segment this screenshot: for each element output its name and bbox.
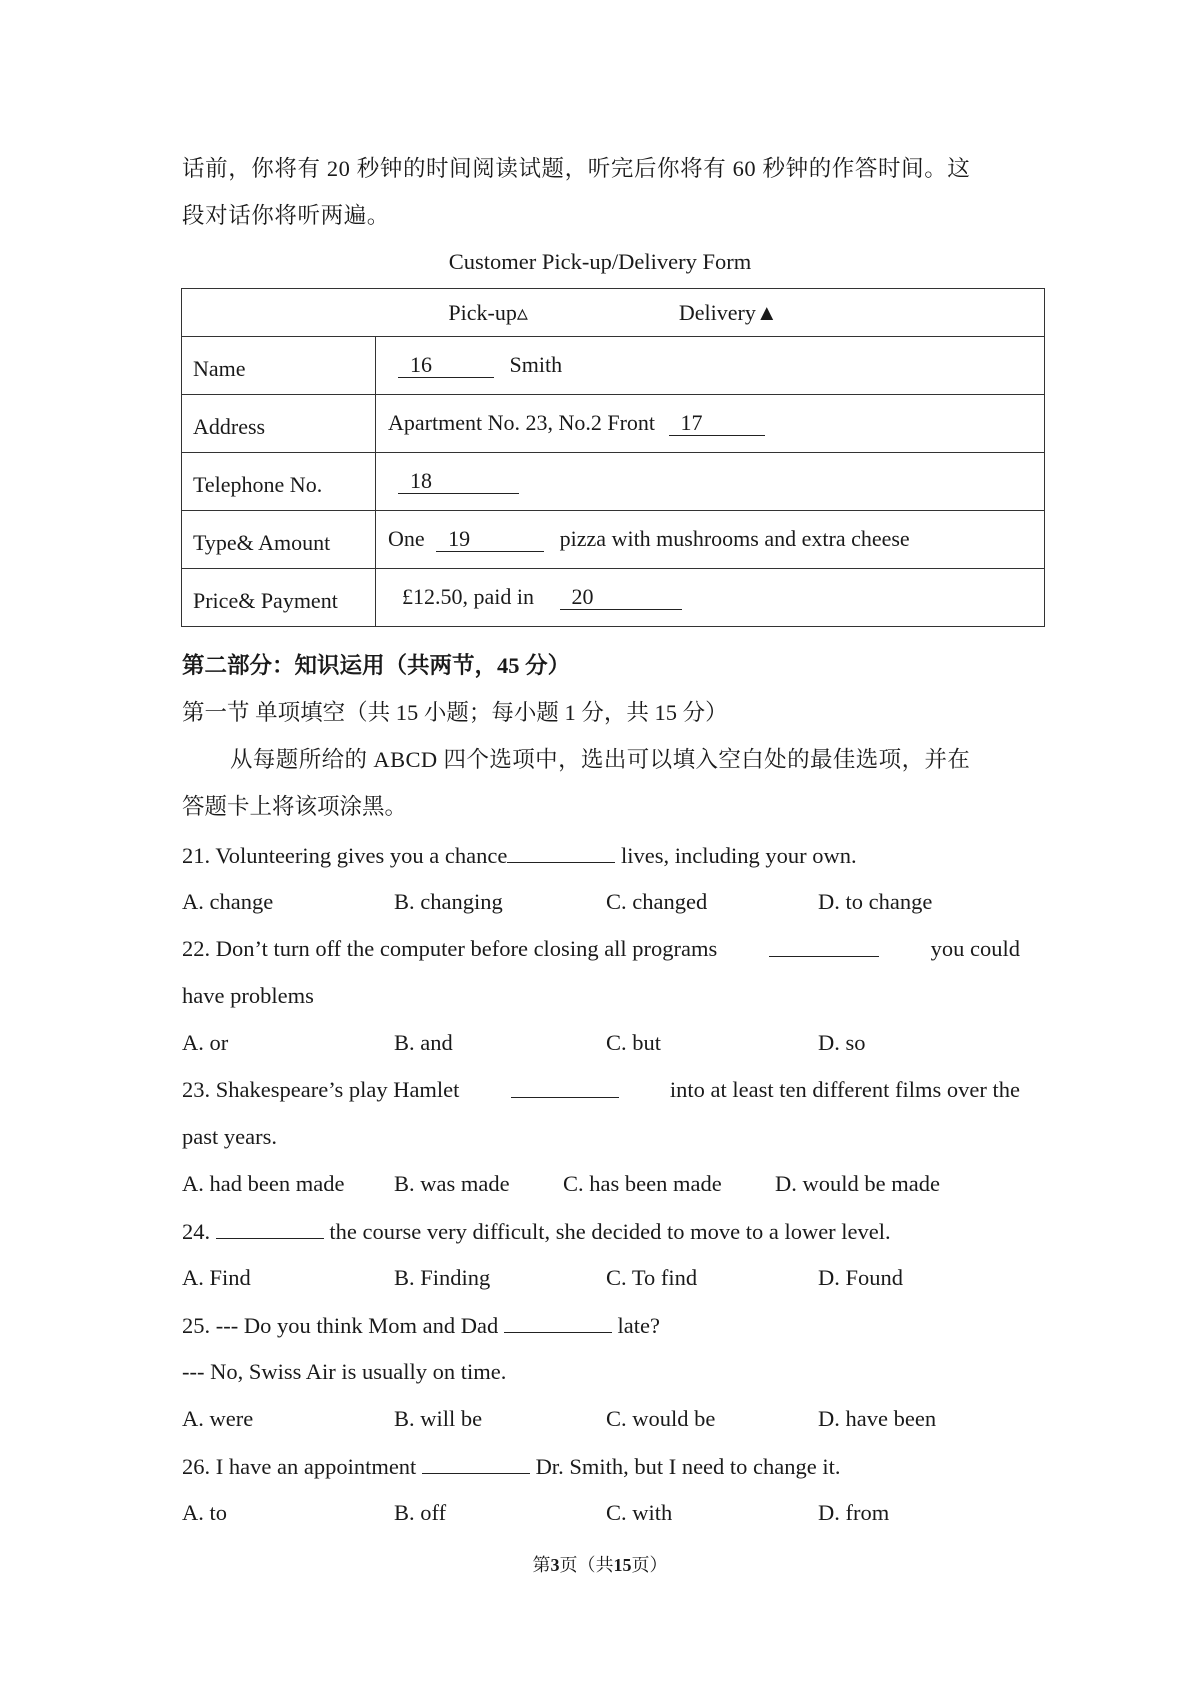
q26-option-d[interactable]: D. from [818, 1500, 890, 1525]
question-25-line-1: 25. --- Do you think Mom and Dad late? [182, 1313, 660, 1338]
answer-blank [511, 1079, 619, 1098]
delivery-triangle-icon: ▲ [755, 299, 778, 325]
row-value [376, 453, 1045, 511]
question-23-line-2: past years. [182, 1124, 277, 1149]
q26-option-b[interactable]: B. off [394, 1500, 447, 1525]
form-title: Customer Pick-up/Delivery Form [448, 249, 752, 274]
question-22-line-1: 22. Don’t turn off the computer before closing all programs you could [182, 936, 1020, 961]
q21-option-d[interactable]: D. to change [818, 889, 933, 914]
total-pages: 15 [613, 1555, 632, 1575]
pickup-triangle-icon: ▵ [516, 299, 528, 325]
answer-blank [422, 1455, 530, 1474]
answer-blank-16: 16 [398, 353, 494, 377]
value-pre-text: One [388, 526, 425, 552]
form-row-price-payment [182, 569, 1045, 627]
q21-option-a[interactable]: A. change [182, 889, 274, 914]
page-number: 3 [550, 1555, 560, 1575]
pickup-label: Pick-up [448, 299, 517, 325]
row-value [376, 337, 1045, 395]
question-25-line-2: --- No, Swiss Air is usually on time. [182, 1359, 507, 1384]
value-post-text: Smith [509, 352, 563, 378]
form-row-name [182, 337, 1045, 395]
section1-title: 第一节 单项填空（共 15 小题；每小题 1 分，共 15 分） [182, 700, 728, 725]
page-footer: 第3页（共15页） [532, 1555, 668, 1575]
row-label: Type& Amount [182, 511, 376, 569]
q24-option-d[interactable]: D. Found [818, 1265, 904, 1290]
answer-blank [504, 1314, 612, 1333]
row-label: Name [182, 337, 376, 395]
q22-option-c[interactable]: C. but [606, 1030, 662, 1055]
delivery-label: Delivery [678, 299, 756, 325]
form-header-row [182, 289, 1045, 337]
question-24: 24. the course very difficult, she decided to move to a lower level. [182, 1219, 891, 1244]
value-post-text: pizza with mushrooms and extra cheese [559, 526, 910, 552]
q25-option-a[interactable]: A. were [182, 1406, 254, 1431]
form-row-type-amount [182, 511, 1045, 569]
q23-option-c[interactable]: C. has been made [563, 1171, 722, 1196]
q22-option-a[interactable]: A. or [182, 1030, 229, 1055]
q25-option-c[interactable]: C. would be [606, 1406, 716, 1431]
row-value [376, 395, 1045, 453]
q22-option-d[interactable]: D. so [818, 1030, 866, 1055]
row-label: Telephone No. [182, 453, 376, 511]
answer-blank [507, 844, 615, 863]
pickup-option [448, 299, 528, 325]
part2-title: 第二部分：知识运用（共两节，45 分） [182, 653, 571, 678]
answer-blank-19: 19 [436, 527, 544, 551]
question-26: 26. I have an appointment Dr. Smith, but I need to change it. [182, 1454, 841, 1479]
q24-option-b[interactable]: B. Finding [394, 1265, 491, 1290]
instruction-line-1: 从每题所给的 ABCD 四个选项中，选出可以填入空白处的最佳选项，并在 [230, 747, 971, 772]
q21-option-b[interactable]: B. changing [394, 889, 503, 914]
delivery-form-table [181, 288, 1045, 627]
form-row-telephone [182, 453, 1045, 511]
question-21: 21. Volunteering gives you a chance lives, including your own. [182, 843, 857, 868]
q22-option-b[interactable]: B. and [394, 1030, 453, 1055]
q26-option-a[interactable]: A. to [182, 1500, 227, 1525]
row-label: Address [182, 395, 376, 453]
q24-option-a[interactable]: A. Find [182, 1265, 251, 1290]
question-23-line-1: 23. Shakespeare’s play Hamlet into at least ten different films over the [182, 1077, 1020, 1102]
instruction-line-2: 答题卡上将该项涂黑。 [182, 794, 408, 819]
question-22-line-2: have problems [182, 983, 314, 1008]
q25-option-d[interactable]: D. have been [818, 1406, 937, 1431]
form-header-cell [182, 289, 1045, 337]
q23-option-b[interactable]: B. was made [394, 1171, 510, 1196]
intro-line-1: 话前，你将有 20 秒钟的时间阅读试题，听完后你将有 60 秒钟的作答时间。这 [182, 156, 971, 181]
answer-blank [216, 1220, 324, 1239]
q23-option-a[interactable]: A. had been made [182, 1171, 345, 1196]
intro-line-2: 段对话你将听两遍。 [182, 203, 390, 228]
form-row-address [182, 395, 1045, 453]
q23-option-d[interactable]: D. would be made [775, 1171, 940, 1196]
answer-blank [769, 938, 879, 957]
answer-blank-20: 20 [560, 585, 682, 609]
row-value [376, 569, 1045, 627]
row-label: Price& Payment [182, 569, 376, 627]
value-pre-text: Apartment No. 23, No.2 Front [388, 410, 656, 436]
q24-option-c[interactable]: C. To find [606, 1265, 698, 1290]
q25-option-b[interactable]: B. will be [394, 1406, 483, 1431]
row-value [376, 511, 1045, 569]
answer-blank-18: 18 [398, 469, 519, 493]
delivery-option [678, 299, 778, 325]
q21-option-c[interactable]: C. changed [606, 889, 708, 914]
answer-blank-17: 17 [669, 411, 765, 435]
value-pre-text: £12.50, paid in [402, 584, 534, 610]
q26-option-c[interactable]: C. with [606, 1500, 673, 1525]
